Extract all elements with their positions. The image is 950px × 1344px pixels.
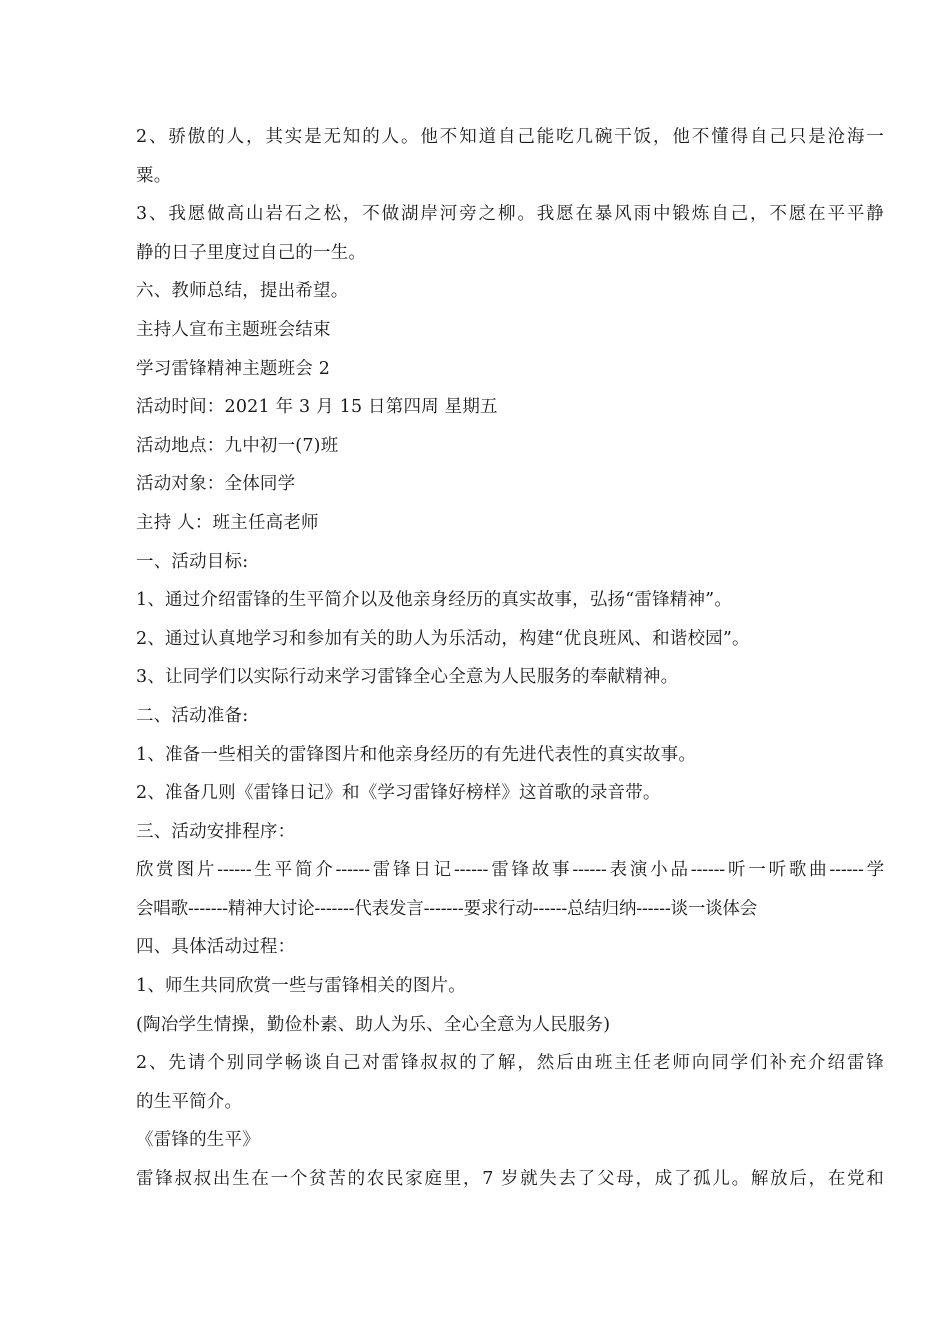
- text-line: 一、活动目标:: [136, 551, 249, 572]
- text-line: 1、师生共同欣赏一些与雷锋相关的图片。: [136, 976, 466, 997]
- text-line: 《雷锋的生平》: [136, 1130, 260, 1151]
- text-line: 四、具体活动过程：: [136, 937, 296, 958]
- text-line: 二、活动准备:: [136, 705, 249, 726]
- text-line: 主持人宣布主题班会结束: [136, 319, 331, 340]
- text-line: (陶冶学生情操，勤俭朴素、助人为乐、全心全意为人民服务): [136, 1014, 611, 1035]
- text-line: 活动地点：九中初一(7)班: [136, 435, 339, 456]
- text-line: 雷锋叔叔出生在一个贫苦的农民家庭里，7 岁就失去了父母，成了孤儿。解放后，在党和: [136, 1169, 884, 1190]
- text-line: 2、先请个别同学畅谈自己对雷锋叔叔的了解，然后由班主任老师向同学们补充介绍雷锋: [136, 1053, 884, 1074]
- text-line: 主持 人：班主任高老师: [136, 512, 319, 533]
- text-line: 活动对象：全体同学: [136, 474, 296, 495]
- text-line: 六、教师总结，提出希望。: [136, 281, 349, 302]
- text-line: 三、活动安排程序：: [136, 821, 296, 842]
- text-line: 活动时间：2021 年 3 月 15 日第四周 星期五: [136, 397, 498, 418]
- document-body: [136, 118, 884, 1199]
- text-line: 粟。: [136, 165, 172, 186]
- text-line: 的生平简介。: [136, 1091, 243, 1112]
- text-line: 2、准备几则《雷锋日记》和《学习雷锋好榜样》这首歌的录音带。: [136, 783, 661, 804]
- text-line: 3、让同学们以实际行动来学习雷锋全心全意为人民服务的奉献精神。: [136, 667, 679, 688]
- text-line: 会唱歌-------精神大讨论-------代表发言-------要求行动------总结归纳------谈一谈体会: [136, 898, 758, 919]
- text-line: 静的日子里度过自己的一生。: [136, 242, 367, 263]
- text-line: 1、准备一些相关的雷锋图片和他亲身经历的有先进代表性的真实故事。: [136, 744, 697, 765]
- text-line: 2、通过认真地学习和参加有关的助人为乐活动，构建“优良班风、和谐校园”。: [136, 628, 750, 649]
- text-line: 1、通过介绍雷锋的生平简介以及他亲身经历的真实故事，弘扬“雷锋精神”。: [136, 590, 733, 611]
- text-line: 学习雷锋精神主题班会 2: [136, 358, 331, 379]
- text-line: 3、我愿做高山岩石之松，不做湖岸河旁之柳。我愿在暴风雨中锻炼自己，不愿在平平静: [136, 204, 884, 225]
- text-line: 欣赏图片------生平简介------雷锋日记------雷锋故事------表演小品------听一听歌曲------学: [136, 860, 884, 881]
- text-line: 2、骄傲的人，其实是无知的人。他不知道自己能吃几碗干饭，他不懂得自己只是沧海一: [136, 127, 884, 147]
